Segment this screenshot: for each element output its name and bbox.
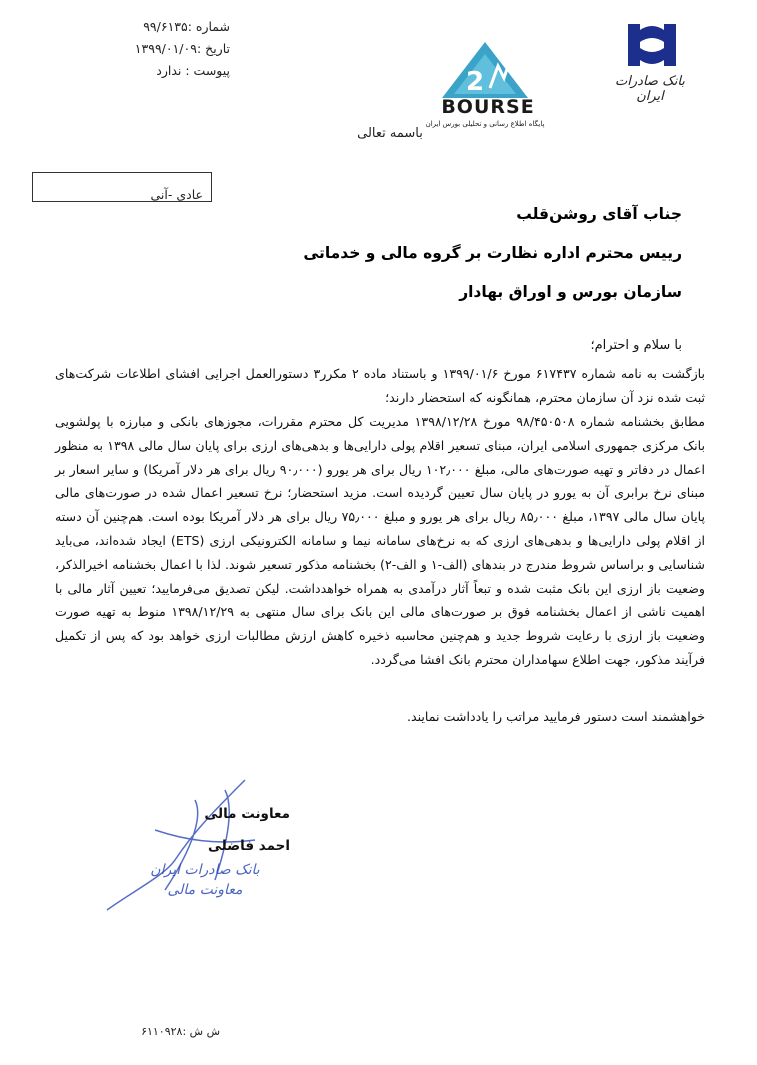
bank-emblem-icon [622, 20, 682, 72]
paragraph-2: مطابق بخشنامه شماره ۹۸/۴۵۰۵۰۸ مورخ ۱۳۹۸/۱۲/۲۸ مدیریت کل محترم مقررات، مجوزهای بانکی و مبارزه با پولشویی بانک مرکزی جمهوری اسلامی ایران، مبنای تسعیر اقلام پولی دارایی‌ها و بدهی‌های ارزی برای پایان سال مالی ۱۳۹۸ به منظور اعمال در دفاتر و تهیه صورت‌های مالی، مبلغ ۱۰۲٫۰۰۰ ریال برای هر یورو (۹۰٫۰۰۰ ریال برای هر دلار آمریکا) و سایر اسعار بر مبنای نرخ برابری آن به یورو در پایان سال تعیین گردیده است. مزید استحضار؛ نرخ تسعیر اعمال شده در صورت‌های مالی پایان سال مالی ۱۳۹۷، مبلغ ۸۵٫۰۰۰ ریال برای هر یورو و مبلغ ۷۵٫۰۰۰ ریال برای هر دلار آمریکا بوده است. هم‌چنین آن دسته از اقلام پولی دارایی‌ها و بدهی‌های ارزی که به نرخ‌های سامانه نیما و سامانه الکترونیکی ارزی (ETS) ایجاد شده‌اند، می‌باید شناسایی و براساس شروط مندرج در بندهای (الف-۱ و الف-۲) بخشنامه مذکور تسعیر شوند. لذا با اعمال بخشنامه اخیرالذکر، وضعیت باز ارزی این بانک مثبت شده و تبعاً آثار درآمدی به همراه خواهدداشت. لیکن تصدیق می‌فرمایید؛ تعیین آثار مالی با اهمیت ناشی از اعمال بخشنامه فوق بر صورت‌های مالی این بانک برای سال منتهی به ۱۳۹۸/۱۲/۲۹ منوط به تهیه صورت وضعیت باز ارزی با رعایت شروط جدید و هم‌چنین محاسبه ذخیره کاهش ارزش مطالبات ارزی خواهد بود که پس از تکمیل فرآیند مذکور، جهت اطلاع سهامداران محترم بانک افشا می‌گردد. [55, 414, 706, 667]
basmala: باسمه تعالی [357, 126, 423, 141]
stamp-line-2: معاونت مالی [167, 882, 243, 898]
bourse-logo-subtitle: پایگاه اطلاع رسانی و تحلیلی بورس ایران [425, 120, 545, 128]
bank-name: بانک صادرات ایران [615, 74, 685, 104]
signatory-title: معاونت مالی [204, 806, 290, 822]
stamp-line-1: بانک صادرات ایران [150, 862, 260, 878]
addressee-name: جناب آقای روشن‌قلب [516, 205, 682, 223]
priority-label: عادی -آنی [150, 187, 203, 202]
letter-date: تاریخ :۱۳۹۹/۰۱/۰۹ [134, 41, 230, 56]
addressee-position: رییس محترم اداره نظارت بر گروه مالی و خدماتی [303, 244, 682, 262]
bank-logo [600, 20, 720, 104]
letter-meta [60, 16, 230, 82]
svg-text:2: 2 [466, 67, 485, 97]
closing-line: خواهشمند است دستور فرمایید مراتب را یادداشت نمایند. [407, 709, 705, 724]
letter-attachment: پیوست : ندارد [156, 63, 230, 78]
letter-number: شماره :۹۹/۶۱۳۵ [143, 19, 230, 34]
footer-reference: ش ش :۶۱۱۰۹۲۸ [141, 1025, 220, 1038]
bourse-logo-text: BOURSE [441, 96, 535, 118]
bourse-logo-icon [420, 40, 550, 100]
priority-box [32, 172, 212, 202]
official-stamp [150, 860, 260, 900]
greeting: با سلام و احترام؛ [590, 338, 682, 353]
signatory-name: احمد فاضلی [207, 838, 290, 854]
paragraph-1: بازگشت به نامه شماره ۶۱۷۴۳۷ مورخ ۱۳۹۹/۰۱/۶ و باستناد ماده ۲ مکرر۳ دستورالعمل اجرایی افشای اطلاعات شرکت‌های ثبت شده نزد آن سازمان محترم، همانگونه که استحضار دارند؛ [55, 366, 705, 405]
bourse-logo [420, 40, 550, 140]
addressee-organization: سازمان بورس و اوراق بهادار [459, 283, 682, 301]
